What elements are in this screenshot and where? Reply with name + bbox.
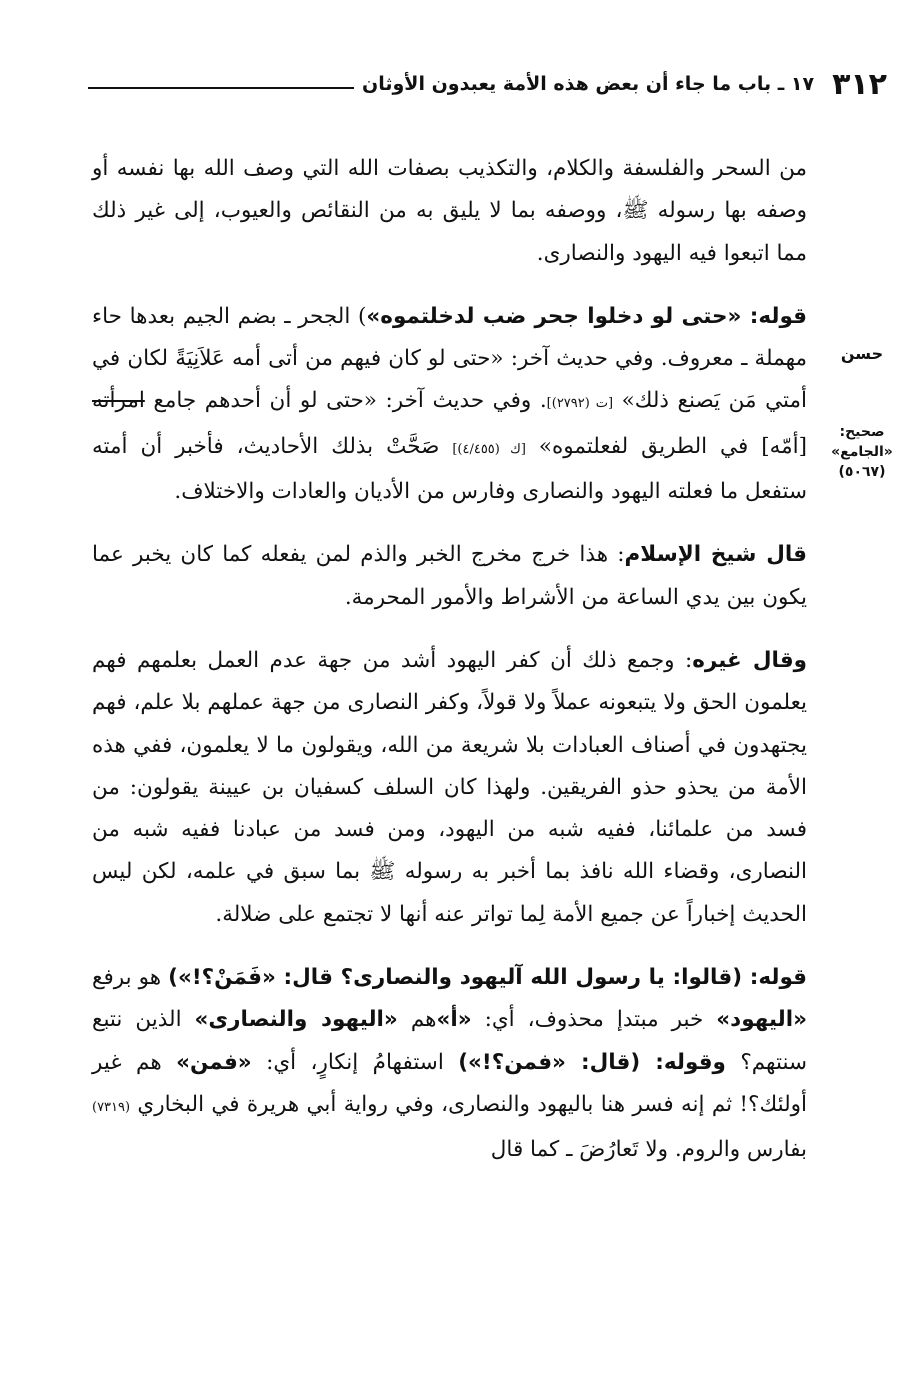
paragraph-5 (92, 957, 807, 1171)
struck-word: امرأته (92, 388, 145, 414)
header-rule (88, 87, 354, 89)
paragraph-5-text4: الذين نتبع سنتهم؟ (92, 1007, 807, 1075)
sahih-number: (٥٠٦٧) (838, 464, 886, 480)
bukhari-ref: (٧٣١٩) (92, 1099, 131, 1115)
hadith-ref-1: [ت (٢٧٩٢)] (546, 396, 614, 412)
paragraph-4-text: : وجمع ذلك أن كفر اليهود أشد من جهة عدم العمل بعلمهم فهم يعلمون الحق ولا يتبعونه عملاً ولا قولاً، وكفر النصارى من جهة عملهم بلا علم، فهم يجتهدون في أصناف العبادات بلا شريعة من الله، ويقولون ما لا يعلمون، ففي هذه الأمة من يحذو حذو الفريقين. ولهذا كان السلف كسفيان بن عيينة يقولون: من فسد من علمائنا، ففيه شبه من اليهود، ومن فسد من عبادنا ففيه شبه من النصارى، وقضاء الله نافذ بما أخبر به رسوله ﷺ بما سبق في علمه، لكن ليس الحديث إخباراً عن جميع الأمة لِما تواتر عنه أنها لا تجتمع على ضلالة. (92, 647, 807, 927)
paragraph-4-lead: وقال غيره (692, 647, 808, 673)
paragraph-5-bold-1: «اليهود» (716, 1007, 807, 1033)
hadith-ref-2: [ك (٤/٤٥٥)] (452, 441, 526, 457)
paragraph-2-text1: ) الجحر ـ بضم الجيم بعدها حاء مهملة ـ معروف. وفي حديث آخر: «حتى لو كان فيهم من أتى أمه عَلاَنِيَةً لكان في أمتي مَن يَصنع ذلك» (92, 303, 808, 414)
margin-note-hasan: حسن (840, 344, 884, 363)
paragraph-2-text4: صَحَّتْ بذلك الأحاديث، فأخبر أن أمته ستفعل ما فعلته اليهود والنصارى وفارس من الأديان والعادات والاختلاف. (92, 433, 807, 505)
paragraph-5-text5: استفهامُ إنكارٍ، أي: (251, 1049, 459, 1075)
paragraph-5-text1: هو برفع (92, 965, 169, 991)
paragraph-3-lead: قال شيخ الإسلام (624, 542, 808, 568)
paragraph-5-bold-4: وقوله (663, 1049, 726, 1075)
page-number: ٣١٢ (832, 66, 887, 102)
paragraph-5-quote: : (قالوا: يا رسول الله آليهود والنصارى؟ قال: «فَمَنْ؟!») (168, 965, 759, 991)
paragraph-5-bold-5: : (قال: «فمن؟!») (458, 1049, 664, 1075)
paragraph-5-text2: خبر مبتدإ محذوف، أي: (471, 1007, 717, 1033)
margin-note-sahih (827, 422, 897, 482)
chapter-title: ١٧ ـ باب ما جاء أن بعض هذه الأمة يعبدون الأوثان (362, 73, 815, 95)
paragraph-5-text3: هم (397, 1007, 437, 1033)
sahih-source: «الجامع» (831, 444, 893, 460)
paragraph-2-text3: [أمّه] في الطريق لفعلتموه» (525, 433, 807, 459)
paragraph-2-text2: . وفي حديث آخر: «حتى لو أن أحدهم جامع (144, 388, 547, 414)
paragraph-5-bold-3: «اليهود والنصارى» (194, 1007, 398, 1033)
paragraph-3 (92, 534, 807, 619)
paragraph-2 (92, 296, 807, 513)
paragraph-3-text: : هذا خرج مخرج الخبر والذم لمن يفعله كما كان يخبر عما يكون بين يدي الساعة من الأشراط والأمور المحرمة. (92, 542, 807, 610)
paragraph-2-quote: : «حتى لو دخلوا جحر ضب لدخلتموه» (366, 303, 759, 329)
paragraph-5-text7: بفارس والروم. ولا تَعارُضَ ـ كما قال (490, 1137, 807, 1163)
sahih-label: صحيح: (839, 424, 885, 440)
body-text (92, 148, 807, 1172)
paragraph-5-lead: قوله (758, 965, 808, 991)
paragraph-5-bold-2: «أ» (436, 1007, 472, 1033)
paragraph-1 (92, 148, 807, 275)
paragraph-5-bold-6: «فمن» (176, 1049, 252, 1075)
paragraph-1-text: من السحر والفلسفة والكلام، والتكذيب بصفات الله التي وصف الله بها نفسه أو وصفه بها رسوله ﷺ، ووصفه بما لا يليق به من النقائص والعيوب، إلى غير ذلك مما اتبعوا فيه اليهود والنصارى. (92, 156, 807, 266)
paragraph-2-lead: قوله (758, 303, 807, 329)
page-header (88, 62, 887, 106)
paragraph-5-text6: هم غير أولئك؟! ثم إنه فسر هنا باليهود والنصارى، وفي رواية أبي هريرة في البخاري (92, 1049, 807, 1117)
paragraph-4 (92, 640, 807, 936)
